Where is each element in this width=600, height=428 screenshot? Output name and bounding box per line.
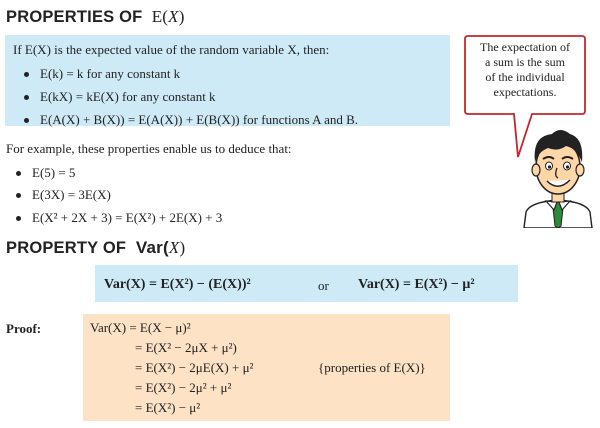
proof-note: {properties of E(X)} bbox=[318, 360, 426, 375]
variance-formula-2: Var(X) = E(X²) − μ² bbox=[358, 277, 475, 292]
heading-property-of-var bbox=[6, 238, 185, 258]
bullet bbox=[16, 171, 21, 176]
proof-line-4: = E(X²) − 2μ² + μ² bbox=[135, 380, 232, 395]
proof-line-2: = E(X² − 2μX + μ²) bbox=[135, 340, 237, 355]
bullet bbox=[24, 72, 29, 77]
variance-or: or bbox=[318, 278, 329, 293]
heading-properties-of-e bbox=[6, 7, 185, 27]
variance-formula-1: Var(X) = E(X²) − (E(X))² bbox=[104, 277, 251, 292]
properties-intro: If E(X) is the expected value of the random variable X, then: bbox=[13, 42, 330, 57]
property-item-3: E(A(X) + B(X)) = E(A(X)) + E(B(X)) for functions A and B. bbox=[40, 112, 359, 127]
bullet bbox=[24, 118, 29, 123]
bullet bbox=[16, 193, 21, 198]
example-intro: For example, these properties enable us to deduce that: bbox=[6, 141, 292, 156]
example-item-3: E(X² + 2X + 3) = E(X²) + 2E(X) + 3 bbox=[32, 210, 223, 225]
cartoon-man-icon bbox=[516, 122, 600, 228]
heading-math: E(X) bbox=[151, 7, 185, 26]
proof-label: Proof: bbox=[6, 321, 42, 336]
example-item-1: E(5) = 5 bbox=[32, 165, 76, 180]
heading-math: Var(X) bbox=[135, 238, 186, 257]
heading-text: PROPERTIES OF bbox=[6, 8, 143, 26]
property-item-1: E(k) = k for any constant k bbox=[40, 66, 181, 81]
property-item-2: E(kX) = kE(X) for any constant k bbox=[40, 89, 216, 104]
example-item-2: E(3X) = 3E(X) bbox=[32, 187, 111, 202]
heading-text: PROPERTY OF bbox=[6, 239, 127, 257]
callout-text: The expectation of a sum is the sum of the individual expectations. bbox=[480, 40, 570, 99]
proof-line-1: Var(X) = E(X − μ)² bbox=[90, 320, 191, 335]
bullet bbox=[16, 216, 21, 221]
proof-line-5: = E(X²) − μ² bbox=[135, 400, 201, 415]
proof-line-3: = E(X²) − 2μE(X) + μ² bbox=[135, 360, 254, 375]
bullet bbox=[24, 95, 29, 100]
